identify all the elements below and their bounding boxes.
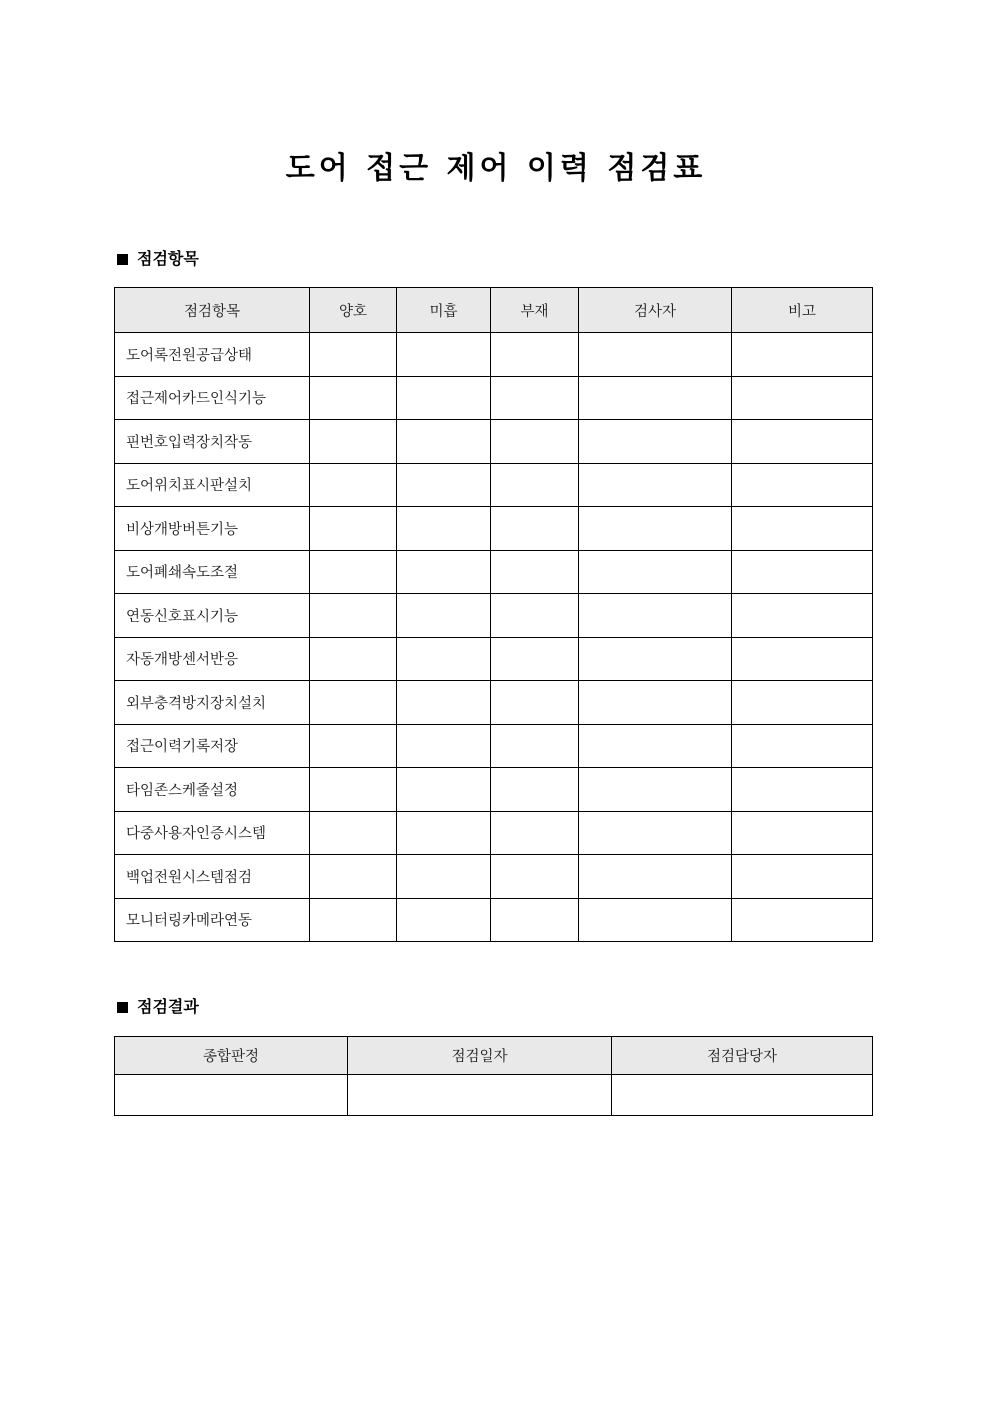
table-row [115,376,873,420]
table-row [115,898,873,942]
cell-note[interactable] [732,898,873,942]
cell-absent[interactable] [491,681,579,725]
column-header-absent: 부재 [491,288,579,333]
cell-inspector[interactable] [579,420,732,464]
column-header-inspection-officer: 점검담당자 [612,1037,873,1075]
cell-note[interactable] [732,855,873,899]
cell-inspector[interactable] [579,463,732,507]
cell-poor[interactable] [397,855,491,899]
cell-inspector[interactable] [579,811,732,855]
cell-absent[interactable] [491,463,579,507]
section-heading-label: 점검결과 [137,997,199,1016]
cell-item-name: 타임존스케줄설정 [115,768,310,812]
cell-inspector[interactable] [579,768,732,812]
cell-poor[interactable] [397,550,491,594]
cell-good[interactable] [310,594,397,638]
cell-absent[interactable] [491,898,579,942]
cell-inspector[interactable] [579,681,732,725]
table-row [115,1075,873,1116]
cell-inspector[interactable] [579,855,732,899]
cell-absent[interactable] [491,376,579,420]
cell-good[interactable] [310,855,397,899]
cell-note[interactable] [732,420,873,464]
cell-inspector[interactable] [579,376,732,420]
cell-inspection-officer[interactable] [612,1075,873,1116]
cell-note[interactable] [732,333,873,377]
cell-good[interactable] [310,333,397,377]
cell-item-name: 자동개방센서반응 [115,637,310,681]
column-header-poor: 미흡 [397,288,491,333]
cell-absent[interactable] [491,855,579,899]
cell-poor[interactable] [397,898,491,942]
table-row [115,594,873,638]
cell-absent[interactable] [491,333,579,377]
cell-absent[interactable] [491,768,579,812]
column-header-good: 양호 [310,288,397,333]
section-heading-inspection-items [117,251,199,267]
section-heading-label: 점검항목 [137,249,199,268]
table-header-row [115,288,873,333]
cell-inspection-date[interactable] [348,1075,612,1116]
table-row [115,637,873,681]
table-row [115,420,873,464]
cell-note[interactable] [732,724,873,768]
cell-note[interactable] [732,463,873,507]
cell-poor[interactable] [397,376,491,420]
cell-item-name: 연동신호표시기능 [115,594,310,638]
cell-item-name: 접근이력기록저장 [115,724,310,768]
cell-absent[interactable] [491,594,579,638]
column-header-inspector: 검사자 [579,288,732,333]
cell-absent[interactable] [491,420,579,464]
inspection-items-table [114,287,873,942]
cell-inspector[interactable] [579,507,732,551]
column-header-item: 점검항목 [115,288,310,333]
table-row [115,681,873,725]
cell-good[interactable] [310,550,397,594]
cell-good[interactable] [310,898,397,942]
cell-note[interactable] [732,637,873,681]
cell-good[interactable] [310,637,397,681]
page-title: 도어 접근 제어 이력 점검표 [285,151,707,187]
cell-item-name: 비상개방버튼기능 [115,507,310,551]
cell-note[interactable] [732,550,873,594]
table-row [115,507,873,551]
table-row [115,768,873,812]
cell-poor[interactable] [397,507,491,551]
cell-poor[interactable] [397,681,491,725]
cell-note[interactable] [732,811,873,855]
section-heading-inspection-result [117,999,199,1015]
cell-note[interactable] [732,681,873,725]
table-row [115,724,873,768]
square-bullet-icon [117,1002,128,1013]
cell-inspector[interactable] [579,333,732,377]
table-row [115,855,873,899]
column-header-inspection-date: 점검일자 [348,1037,612,1075]
cell-note[interactable] [732,768,873,812]
cell-poor[interactable] [397,724,491,768]
table-row [115,333,873,377]
cell-item-name: 외부충격방지장치설치 [115,681,310,725]
cell-absent[interactable] [491,550,579,594]
cell-poor[interactable] [397,333,491,377]
column-header-note: 비고 [732,288,873,333]
cell-inspector[interactable] [579,550,732,594]
cell-note[interactable] [732,507,873,551]
cell-poor[interactable] [397,594,491,638]
cell-poor[interactable] [397,420,491,464]
cell-good[interactable] [310,463,397,507]
cell-absent[interactable] [491,811,579,855]
cell-inspector[interactable] [579,637,732,681]
cell-item-name: 모니터링카메라연동 [115,898,310,942]
cell-absent[interactable] [491,637,579,681]
table-row [115,463,873,507]
cell-good[interactable] [310,681,397,725]
table-row [115,550,873,594]
table-header-row [115,1037,873,1075]
cell-good[interactable] [310,724,397,768]
cell-good[interactable] [310,420,397,464]
cell-poor[interactable] [397,811,491,855]
cell-item-name: 도어위치표시판설치 [115,463,310,507]
cell-inspector[interactable] [579,594,732,638]
cell-item-name: 접근제어카드인식기능 [115,376,310,420]
cell-item-name: 도어록전원공급상태 [115,333,310,377]
cell-poor[interactable] [397,768,491,812]
cell-poor[interactable] [397,463,491,507]
cell-absent[interactable] [491,507,579,551]
cell-poor[interactable] [397,637,491,681]
cell-good[interactable] [310,768,397,812]
cell-item-name: 핀번호입력장치작동 [115,420,310,464]
cell-inspector[interactable] [579,898,732,942]
cell-item-name: 백업전원시스템점검 [115,855,310,899]
cell-good[interactable] [310,376,397,420]
cell-good[interactable] [310,507,397,551]
cell-item-name: 다중사용자인증시스템 [115,811,310,855]
inspection-result-table [114,1036,873,1116]
cell-good[interactable] [310,811,397,855]
cell-overall-judgement[interactable] [115,1075,348,1116]
cell-inspector[interactable] [579,724,732,768]
cell-absent[interactable] [491,724,579,768]
table-row [115,811,873,855]
cell-note[interactable] [732,594,873,638]
cell-item-name: 도어폐쇄속도조절 [115,550,310,594]
cell-note[interactable] [732,376,873,420]
column-header-overall-judgement: 종합판정 [115,1037,348,1075]
square-bullet-icon [117,254,128,265]
